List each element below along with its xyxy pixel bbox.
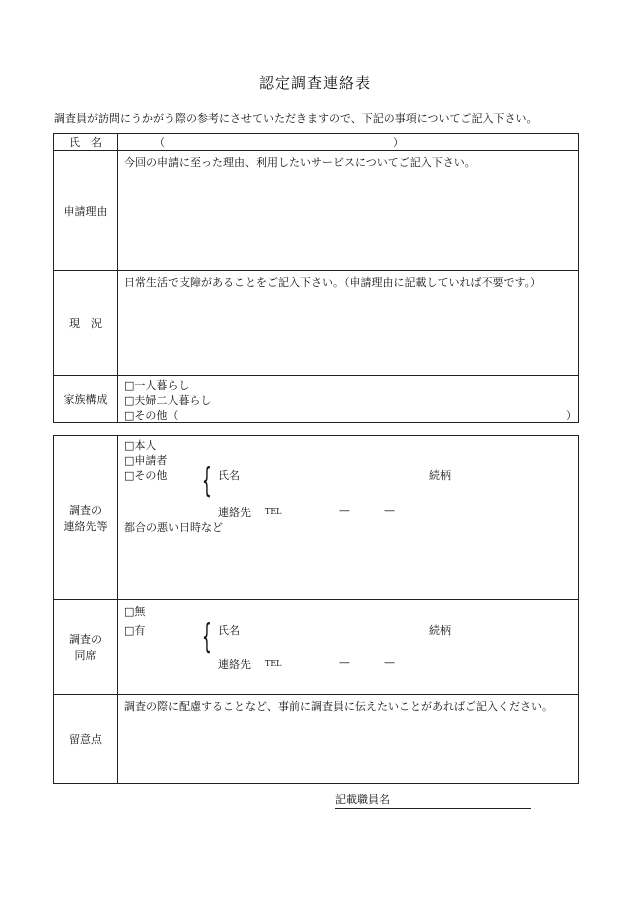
- contact-label: [54, 436, 118, 600]
- contact-tel-label: TEL: [265, 507, 282, 516]
- staff-name-field[interactable]: 記載職員名: [335, 791, 531, 809]
- presence-label: [54, 600, 118, 695]
- intro-text: 調査員が訪問にうかがう際の参考にさせていただきますので、下記の事項についてご記入下さい。: [54, 112, 538, 125]
- presence-contact-label: 連絡先: [218, 658, 251, 671]
- family-label: 家族構成: [54, 376, 118, 423]
- contact-tel-dash-2: —: [384, 504, 395, 517]
- name-paren-open: （: [154, 136, 165, 149]
- contact-contact-label: 連絡先: [218, 506, 251, 519]
- contact-label-line1: 調査の: [69, 503, 102, 517]
- contact-option-other[interactable]: □その他: [124, 469, 168, 482]
- presence-field: [118, 600, 579, 695]
- presence-name-label: 氏名: [218, 624, 240, 637]
- contact-label-line2: 連絡先等: [63, 519, 108, 533]
- contact-option-applicant[interactable]: □申請者: [124, 454, 168, 467]
- status-label: 現 況: [54, 271, 118, 376]
- presence-label-line2: 同席: [74, 649, 97, 662]
- presence-tel-dash-2: —: [384, 656, 395, 669]
- contact-brace-icon: {: [202, 461, 212, 501]
- applicant-table: [53, 133, 579, 423]
- family-other-close-paren: ）: [566, 409, 577, 422]
- name-label: 氏 名: [54, 134, 118, 151]
- notes-field[interactable]: [118, 695, 579, 784]
- presence-option-yes[interactable]: □有: [124, 624, 146, 637]
- contact-relation-label: 続柄: [429, 469, 451, 482]
- contact-field: [118, 436, 579, 600]
- status-field[interactable]: [118, 271, 579, 376]
- presence-tel-label: TEL: [265, 659, 282, 668]
- notes-label: 留意点: [54, 695, 118, 784]
- presence-brace-icon: {: [202, 617, 212, 657]
- survey-table: [53, 435, 579, 784]
- presence-label-line1: 調査の: [69, 633, 102, 646]
- name-paren-close: ）: [393, 136, 404, 149]
- notes-note: 調査の際に配慮することなど、事前に調査員に伝えたいことがあればご記入ください。: [124, 700, 553, 713]
- contact-option-self[interactable]: □本人: [124, 439, 157, 452]
- reason-field[interactable]: [118, 151, 579, 271]
- presence-relation-label: 続柄: [429, 624, 451, 637]
- contact-inconvenient-note: 都合の悪い日時など: [124, 521, 223, 534]
- presence-tel-dash-1: —: [339, 656, 350, 669]
- family-option-alone[interactable]: □一人暮らし: [124, 379, 190, 392]
- presence-option-no[interactable]: □無: [124, 605, 146, 618]
- name-field[interactable]: [118, 134, 579, 151]
- status-note: 日常生活で支障があることをご記入下さい。（申請理由に記載していれば不要です。）: [124, 276, 542, 289]
- family-field: [118, 376, 579, 423]
- family-option-other[interactable]: □その他（: [124, 409, 179, 422]
- contact-name-label: 氏名: [218, 469, 240, 482]
- page-title: 認定調査連絡表: [258, 74, 371, 92]
- contact-tel-dash-1: —: [339, 504, 350, 517]
- family-option-couple[interactable]: □夫婦二人暮らし: [124, 394, 212, 407]
- reason-label: 申請理由: [54, 151, 118, 271]
- reason-note: 今回の申請に至った理由、利用したいサービスについてご記入下さい。: [124, 156, 476, 169]
